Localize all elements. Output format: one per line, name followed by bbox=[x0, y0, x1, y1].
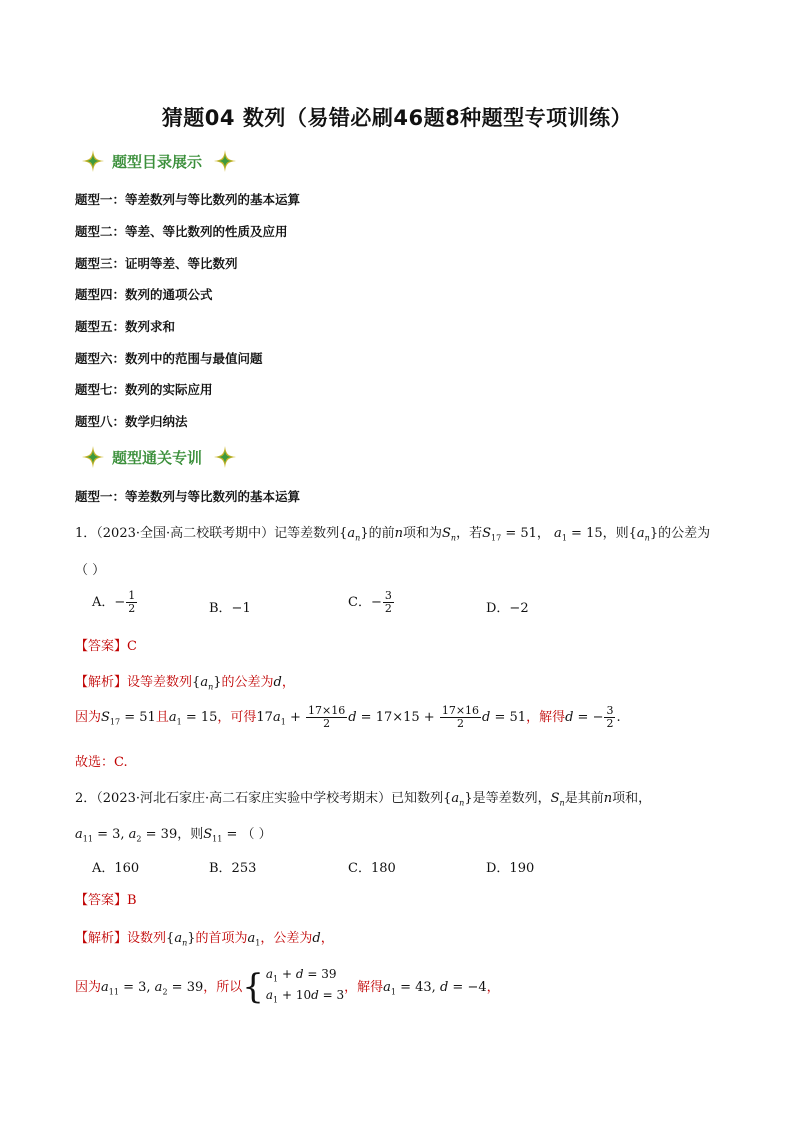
option-c[interactable]: C．− $\frac{3}{2}$ bbox=[348, 589, 392, 615]
answer-1: 【答案】C bbox=[75, 639, 137, 654]
toc-item[interactable]: 题型八：数学归纳法 bbox=[75, 414, 188, 429]
question-1-paren: （ ） bbox=[75, 563, 106, 578]
analysis-2: 【解析】设数列$\{a_n\}$的首项为$a_1$，公差为d， bbox=[75, 931, 334, 948]
section-label: 题型目录展示 bbox=[112, 152, 203, 171]
option-c[interactable]: C．180 bbox=[348, 861, 396, 876]
toc-item[interactable]: 题型二：等差、等比数列的性质及应用 bbox=[75, 224, 288, 239]
toc-item[interactable]: 题型七：数列的实际应用 bbox=[75, 382, 213, 397]
question-2-condition: $a_{11} = 3$, $a_2 = 39$，则$S_{11}$ = （ ） bbox=[75, 827, 272, 844]
question-2-stem: 2．（2023·河北石家庄·高二石家庄实验中学校考期末）已知数列$\{a_n\}$是等差数列，$S_n$是其前n项和， bbox=[75, 791, 652, 808]
section-heading-training bbox=[80, 444, 238, 470]
toc-item[interactable]: 题型六：数列中的范围与最值问题 bbox=[75, 351, 263, 366]
option-b[interactable]: B．−1 bbox=[209, 601, 251, 616]
choice-1: 故选：C. bbox=[75, 755, 128, 770]
section-heading-toc bbox=[80, 148, 238, 174]
option-d[interactable]: D．190 bbox=[486, 861, 535, 876]
toc-item[interactable]: 题型四：数列的通项公式 bbox=[75, 287, 213, 302]
section-label: 题型通关专训 bbox=[112, 448, 203, 467]
sparkle-icon bbox=[80, 444, 106, 470]
sparkle-icon bbox=[80, 148, 106, 174]
sparkle-icon bbox=[212, 444, 238, 470]
question-1-stem: 1．（2023·全国·高二校联考期中）记等差数列$\{a_n\}$的前n项和为$S_n$，若$S_{17} = 51$， $a_1 = 15$，则$\{a_n\}$的公差为 bbox=[75, 526, 711, 543]
toc-item[interactable]: 题型一：等差数列与等比数列的基本运算 bbox=[75, 192, 301, 207]
option-d[interactable]: D．−2 bbox=[486, 601, 529, 616]
page-title: 猜题04 数列（易错必刷46题8种题型专项训练） bbox=[161, 106, 633, 130]
option-a[interactable]: A．160 bbox=[92, 861, 140, 876]
analysis-1: 【解析】设等差数列$\{a_n\}$的公差为d， bbox=[75, 675, 295, 692]
option-b[interactable]: B．253 bbox=[209, 861, 257, 876]
type-heading: 题型一：等差数列与等比数列的基本运算 bbox=[75, 489, 301, 504]
option-a[interactable]: A．− $\frac{1}{2}$ bbox=[92, 589, 136, 615]
answer-2: 【答案】B bbox=[75, 893, 137, 908]
analysis-2-derivation: 因为$a_{11} = 3$, $a_2 = 39$，所以 { $a_1 + d = 39$ $a_1 + 10d = 3$ ，解得$a_1 = 43$, d = −4， bbox=[75, 967, 500, 1008]
toc-item[interactable]: 题型三：证明等差、等比数列 bbox=[75, 256, 238, 271]
analysis-1-derivation: 因为$S_{17} = 51$且$a_1 = 15$，可得$17a_1$ + $\frac{17\times 16}{2}$ d = 17×15 + $\frac{17\times 16}{2}$ d = 51，解得d = − $\frac{3}{2}$ . bbox=[75, 704, 621, 730]
sparkle-icon bbox=[212, 148, 238, 174]
toc-item[interactable]: 题型五：数列求和 bbox=[75, 319, 176, 334]
